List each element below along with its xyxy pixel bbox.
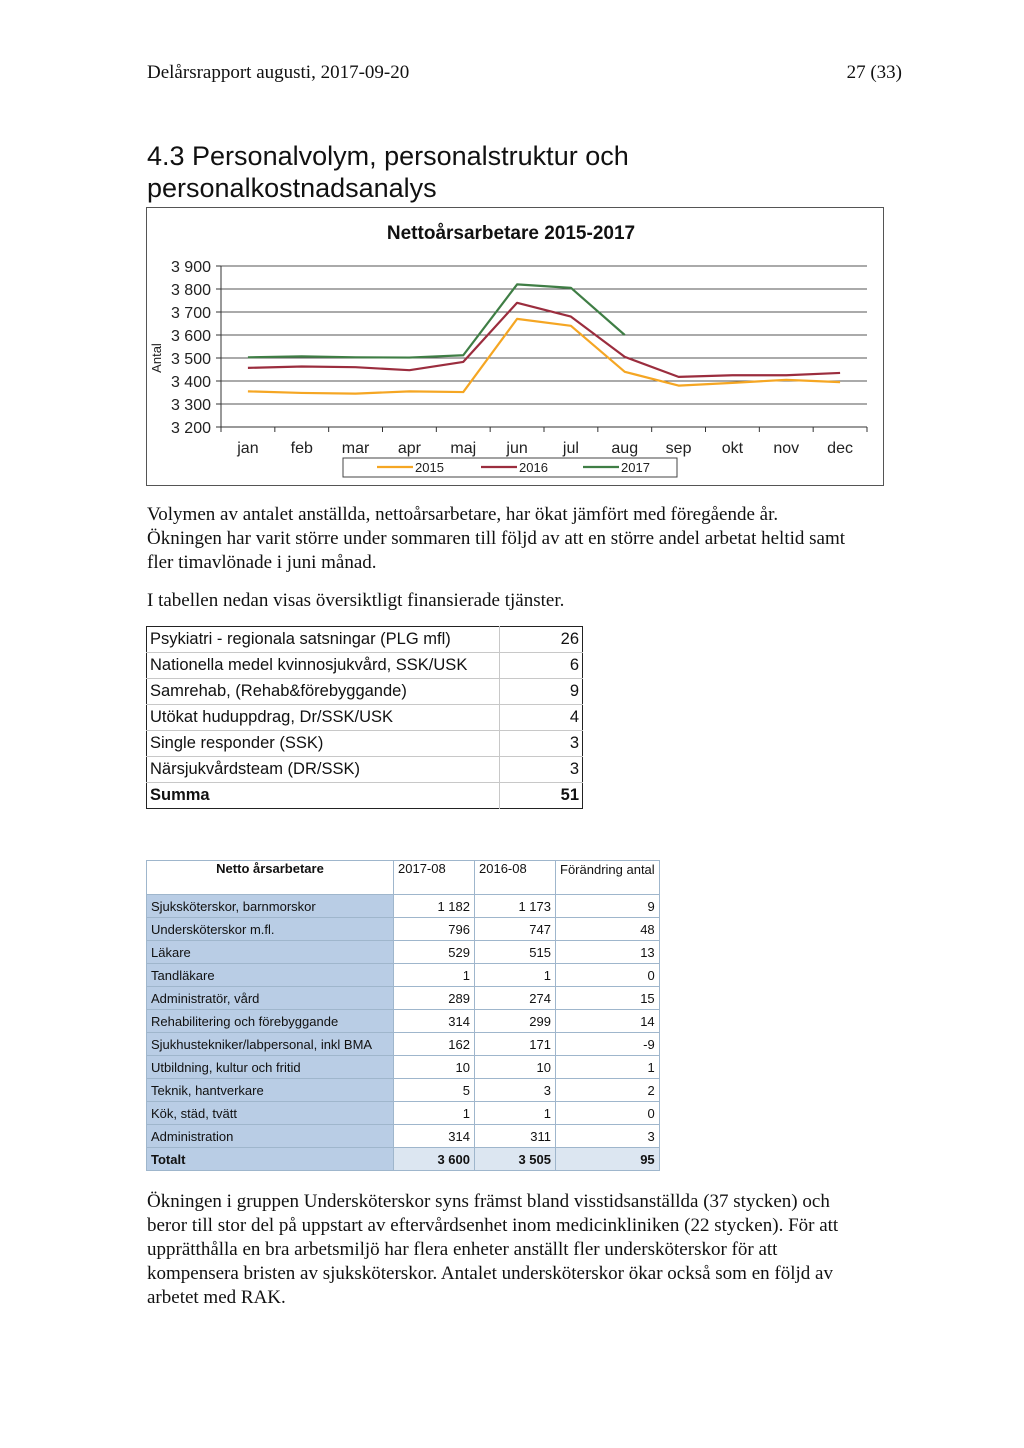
value-2017-cell: 5: [394, 1079, 475, 1102]
table-row: [147, 1102, 660, 1125]
table-row: [147, 653, 583, 679]
value-2017-cell: 289: [394, 987, 475, 1010]
header-2016: 2016-08: [475, 861, 556, 895]
table-row: [147, 1033, 660, 1056]
x-tick-label: apr: [397, 440, 421, 457]
paragraph-undersköterskor: Ökningen i gruppen Undersköterskor syns främst bland visstidsanställda (37 stycken) och beror till stor del på uppstart av eftervårdsenhet inom medicinkliniken (22 stycken). För att upprätthålla en bra arbetsmiljö har flera enheter anställt fler undersköterskor för att kompensera bristen av sjuksköterskor. Antalet undersköterskor ökar också som en följd av arbetet med RAK.: [147, 1191, 839, 1308]
y-axis-label: Antal: [149, 343, 164, 373]
value-2017-cell: 162: [394, 1033, 475, 1056]
table-row: [147, 941, 660, 964]
value-2016-cell: 1: [475, 964, 556, 987]
table-row: [147, 895, 660, 918]
x-tick-label: jul: [562, 440, 579, 457]
value-2016-cell: 299: [475, 1010, 556, 1033]
table-row: [147, 731, 583, 757]
y-tick-label: 3 800: [170, 282, 211, 299]
total-value: 51: [560, 786, 579, 804]
value-2017-cell: 1: [394, 964, 475, 987]
change-cell: 0: [556, 964, 660, 987]
total-label: Summa: [147, 783, 500, 809]
category-cell: Undersköterskor m.fl.: [147, 918, 394, 941]
row-value: 3: [500, 731, 583, 757]
value-2016-cell: 1: [475, 1102, 556, 1125]
value-2016-cell: 274: [475, 987, 556, 1010]
category-cell: Sjuksköterskor, barnmorskor: [147, 895, 394, 918]
value-2016-cell: 3: [475, 1079, 556, 1102]
chart-svg: [147, 208, 883, 485]
row-value: 9: [500, 679, 583, 705]
legend-label: 2016: [519, 460, 548, 475]
value-2016-cell: 1 173: [475, 895, 556, 918]
value-2017-cell: 314: [394, 1010, 475, 1033]
change-cell: 2: [556, 1079, 660, 1102]
row-label: Nationella medel kvinnosjukvård, SSK/USK: [147, 653, 500, 679]
x-tick-label: dec: [827, 440, 853, 457]
x-tick-label: jan: [237, 440, 259, 457]
total-change: 95: [556, 1148, 660, 1171]
table-row: [147, 679, 583, 705]
category-cell: Administration: [147, 1125, 394, 1148]
table-row: [147, 757, 583, 783]
staff-table-header: [147, 861, 660, 895]
header-2017: 2017-08: [394, 861, 475, 895]
row-label: Närsjukvårdsteam (DR/SSK): [147, 757, 500, 783]
x-tick-label: maj: [450, 440, 477, 457]
change-cell: 13: [556, 941, 660, 964]
value-2017-cell: 529: [394, 941, 475, 964]
change-cell: 14: [556, 1010, 660, 1033]
value-2016-cell: 10: [475, 1056, 556, 1079]
row-label: Utökat huduppdrag, Dr/SSK/USK: [147, 705, 500, 731]
table-row: [147, 705, 583, 731]
value-2017-cell: 10: [394, 1056, 475, 1079]
section-title: 4.3 Personalvolym, personalstruktur och personalkostnadsanalys: [147, 141, 629, 203]
total-row: [147, 783, 583, 809]
table-row: [147, 627, 583, 653]
total-row: [147, 1148, 660, 1171]
x-tick-label: nov: [773, 440, 800, 457]
row-value: 6: [500, 653, 583, 679]
category-cell: Administratör, vård: [147, 987, 394, 1010]
row-label: Single responder (SSK): [147, 731, 500, 757]
table-row: [147, 1125, 660, 1148]
header-change: Förändring antal: [556, 861, 660, 895]
y-tick-label: 3 500: [170, 351, 211, 368]
value-2016-cell: 515: [475, 941, 556, 964]
x-tick-label: sep: [665, 440, 692, 457]
total-label: Totalt: [147, 1148, 394, 1171]
category-cell: Läkare: [147, 941, 394, 964]
x-tick-label: mar: [341, 440, 370, 457]
value-2017-cell: 1 182: [394, 895, 475, 918]
x-tick-label: okt: [721, 440, 744, 457]
total-2016: 3 505: [475, 1148, 556, 1171]
value-2017-cell: 1: [394, 1102, 475, 1125]
category-cell: Utbildning, kultur och fritid: [147, 1056, 394, 1079]
staff-table: [146, 860, 660, 1171]
change-cell: 0: [556, 1102, 660, 1125]
change-cell: 1: [556, 1056, 660, 1079]
table-row: [147, 1056, 660, 1079]
page-header-left: Delårsrapport augusti, 2017-09-20: [147, 62, 410, 83]
row-value: 4: [500, 705, 583, 731]
y-tick-label: 3 700: [170, 305, 211, 322]
line-chart: [146, 207, 884, 486]
change-cell: 9: [556, 895, 660, 918]
row-label: Samrehab, (Rehab&förebyggande): [147, 679, 500, 705]
table-row: [147, 987, 660, 1010]
value-2017-cell: 314: [394, 1125, 475, 1148]
value-2017-cell: 796: [394, 918, 475, 941]
value-2016-cell: 311: [475, 1125, 556, 1148]
table-row: [147, 1010, 660, 1033]
value-2016-cell: 171: [475, 1033, 556, 1056]
category-cell: Rehabilitering och förebyggande: [147, 1010, 394, 1033]
y-tick-label: 3 400: [170, 374, 211, 391]
row-value: 3: [500, 757, 583, 783]
legend-label: 2015: [415, 460, 444, 475]
change-cell: -9: [556, 1033, 660, 1056]
category-cell: Tandläkare: [147, 964, 394, 987]
y-tick-label: 3 900: [170, 259, 211, 276]
row-label: Psykiatri - regionala satsningar (PLG mfl): [147, 627, 500, 653]
y-tick-label: 3 300: [170, 397, 211, 414]
value-2016-cell: 747: [475, 918, 556, 941]
category-cell: Teknik, hantverkare: [147, 1079, 394, 1102]
change-cell: 3: [556, 1125, 660, 1148]
paragraph-volume: Volymen av antalet anställda, nettoårsarbetare, har ökat jämfört med föregående år. Ökningen har varit större under sommaren till följd av att en större andel arbetat heltid samt fler timavlönade i juni månad.: [147, 504, 846, 573]
row-value: 26: [500, 627, 583, 653]
series-line-2016: [248, 303, 840, 377]
table-row: [147, 1079, 660, 1102]
legend-label: 2017: [621, 460, 650, 475]
table-row: [147, 964, 660, 987]
x-tick-label: feb: [290, 440, 313, 457]
y-tick-label: 3 600: [170, 328, 211, 345]
header-category: Netto årsarbetare: [147, 861, 394, 895]
x-tick-label: jun: [506, 440, 528, 457]
table-row: [147, 918, 660, 941]
page-number: 27 (33): [846, 62, 902, 83]
financed-services-table: [146, 626, 583, 809]
change-cell: 48: [556, 918, 660, 941]
x-tick-label: aug: [611, 440, 639, 457]
series-line-2017: [248, 284, 625, 357]
category-cell: Kök, städ, tvätt: [147, 1102, 394, 1125]
change-cell: 15: [556, 987, 660, 1010]
total-2017: 3 600: [394, 1148, 475, 1171]
y-tick-label: 3 200: [170, 420, 211, 437]
paragraph-table-intro: I tabellen nedan visas översiktligt finansierade tjänster.: [147, 590, 565, 611]
chart-title: Nettoårsarbetare 2015-2017: [386, 223, 636, 244]
category-cell: Sjukhustekniker/labpersonal, inkl BMA: [147, 1033, 394, 1056]
